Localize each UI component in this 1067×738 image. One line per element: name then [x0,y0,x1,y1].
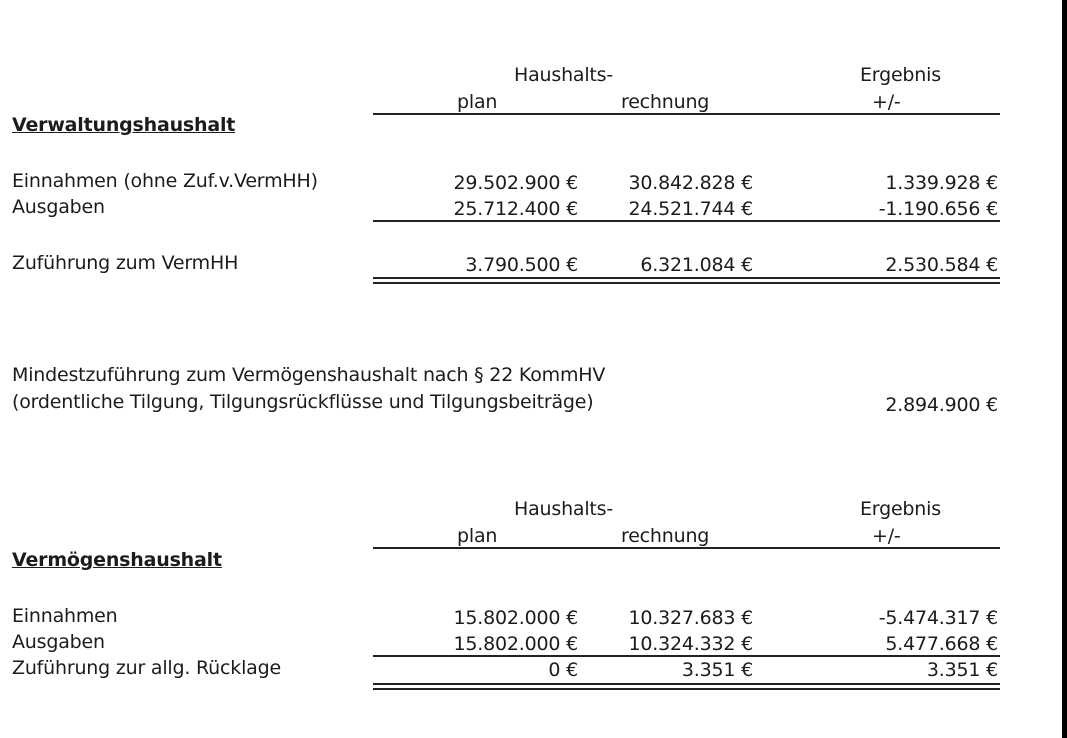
mindest-value: 2.894.900 € [885,394,998,416]
right-border [1062,0,1067,738]
total-label: Zuführung zum VermHH [12,252,239,274]
row-label: Einnahmen (ohne Zuf.v.VermHH) [12,170,318,192]
double-rule-top [373,277,1000,279]
column-header-plusminus: +/- [872,91,901,113]
cell-rechnung: 3.351 € [681,659,753,681]
cell-ergebnis: -5.474.317 € [878,607,998,629]
column-header-haushalts: Haushalts- [514,498,614,520]
column-header-rechnung: rechnung [621,91,710,113]
column-header-ergebnis: Ergebnis [860,498,941,520]
row-label: Ausgaben [12,631,105,653]
column-header-plan: plan [457,525,498,547]
cell-ergebnis: -1.190.656 € [878,198,998,220]
cell-rechnung: 10.324.332 € [628,633,753,655]
section-title-vermoegenshaushalt: Vermögenshaushalt [12,549,222,571]
cell-rechnung: 24.521.744 € [628,198,753,220]
double-rule-bottom [373,688,1000,690]
subtotal-rule [373,655,1000,657]
column-header-ergebnis: Ergebnis [860,64,941,86]
row-label: Ausgaben [12,196,105,218]
double-rule-bottom [373,282,1000,284]
header-rule [373,113,1000,115]
cell-rechnung: 10.327.683 € [628,607,753,629]
cell-ergebnis: 1.339.928 € [885,172,998,194]
cell-ergebnis: 3.351 € [926,659,998,681]
total-ergebnis: 2.530.584 € [885,254,998,276]
column-header-haushalts: Haushalts- [514,64,614,86]
cell-plan: 29.502.900 € [453,172,578,194]
cell-plan: 15.802.000 € [453,633,578,655]
cell-plan: 15.802.000 € [453,607,578,629]
cell-ergebnis: 5.477.668 € [885,633,998,655]
double-rule-top [373,683,1000,685]
total-plan: 3.790.500 € [465,254,578,276]
column-header-plusminus: +/- [872,525,901,547]
subtotal-rule [373,220,1000,222]
header-rule [373,547,1000,549]
column-header-plan: plan [457,91,498,113]
total-rechnung: 6.321.084 € [640,254,753,276]
row-label: Zuführung zur allg. Rücklage [12,657,281,679]
cell-plan: 0 € [548,659,578,681]
column-header-rechnung: rechnung [621,525,710,547]
mindest-line-2: (ordentliche Tilgung, Tilgungsrückflüsse und Tilgungsbeiträge) [12,391,594,413]
row-label: Einnahmen [12,605,118,627]
section-title-verwaltungshaushalt: Verwaltungshaushalt [12,114,236,136]
cell-rechnung: 30.842.828 € [628,172,753,194]
mindest-line-1: Mindestzuführung zum Vermögenshaushalt nach § 22 KommHV [12,364,606,386]
cell-plan: 25.712.400 € [453,198,578,220]
